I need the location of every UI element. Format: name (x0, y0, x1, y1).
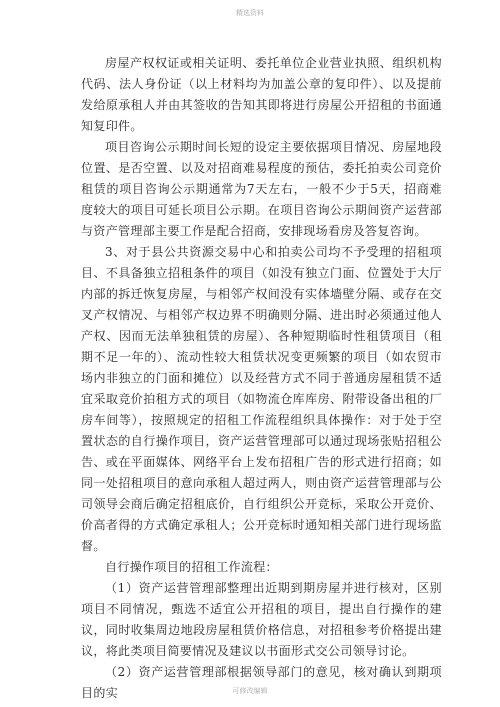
paragraph-3: 3、对于县公共资源交易中心和拍卖公司均不予受理的招租项目、不具备独立招租条件的项目（如没有独立门面、位置处于大厅内部的拆迁恢复房屋，与相邻产权间没有实体墙壁分隔、或存在交叉产权情况、与相邻产权边界不明确则分隔、进出时必须通过他人产权、因而无法单独租赁的房屋）、各种短期临时性租赁项目（租期不足一年的）、流动性较大租赁状况变更频繁的项目（如农贸市场内非独立的门面和摊位）以及经营方式不同于普通房屋租赁不适宜采取竞价拍租方式的项目（如物流仓库库房、附带设备出租的厂房车间等），按照规定的招租工作流程组织具体操作：对于处于空置状态的自行操作项目，资产运营管理部可以通过现场张贴招租公告、或在平面媒体、网络平台上发布招租广告的形式进行招商；如同一处招租项目的意向承租人超过两人，则由资产运营管理部与公司领导会商后确定招租底价，自行组织公开竞标，采取公开竞价、价高者得的方式确定承租人；公开竞标时通知相关部门进行现场监督。 (81, 245, 442, 553)
document-body (81, 53, 442, 704)
paragraph-1: 房屋产权权证或相关证明、委托单位企业营业执照、组织机构代码、法人身份证（以上材料均为加盖公章的复印件）、以及提前发给原承租人并由其签收的告知其即将进行房屋公开招租的书面通知复印件。 (81, 56, 442, 133)
page-header: 精选资料 (236, 9, 264, 17)
page-footer: 可修改编辑 (232, 687, 268, 695)
paragraph-6: （2）资产运营管理部根据领导部门的意见，核对确认到期项目的实 (81, 665, 442, 700)
paragraph-2: 项目咨询公示期时间长短的设定主要依据项目情况、房屋地段位置、是否空置、以及对招商难易程度的预估，委托拍卖公司竞价租赁的项目咨询公示期通常为7天左右，一般不少于5天，招商难度较大的项目可延长项目公示期。在项目咨询公示期间资产运营部与资产管理部主要工作是配合招商，安排现场看房及答复咨询。 (81, 140, 442, 238)
paragraph-4: 自行操作项目的招租工作流程： (105, 560, 278, 574)
paragraph-5: （1）资产运营管理部整理出近期到期房屋并进行核对，区别项目不同情况，甄选不适宜公开招租的项目，提出自行操作的建议，同时收集周边地段房屋租赁价格信息，对招租参考价格提出建议，将此类项目简要情况及建议以书面形式交公司领导讨论。 (81, 581, 442, 658)
